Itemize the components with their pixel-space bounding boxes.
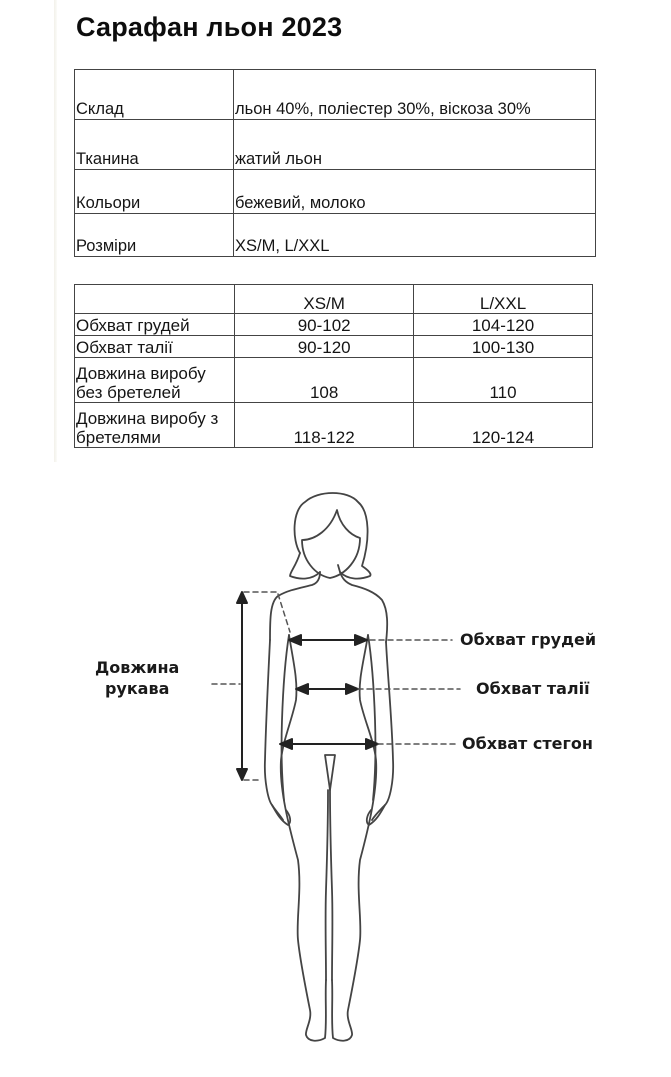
spec-label: Склад (75, 70, 234, 120)
page-edge-shadow (54, 0, 57, 462)
specs-row-composition (75, 70, 596, 120)
table-row (75, 358, 593, 403)
hips-label: Обхват стегон (462, 734, 593, 753)
header-cell-l-xxl: L/XXL (414, 285, 593, 314)
table-row (75, 336, 593, 358)
specs-row-fabric (75, 120, 596, 170)
specs-row-sizes (75, 214, 596, 257)
cell-value: 120-124 (414, 403, 593, 448)
product-title: Сарафан льон 2023 (76, 12, 343, 42)
sleeve-length-label (95, 657, 179, 699)
cell-value: 100-130 (414, 336, 593, 358)
header-cell-xs-m: XS/M (235, 285, 414, 314)
row-label: Довжина виробу з бретелями (75, 403, 235, 448)
spec-label: Розміри (75, 214, 234, 257)
size-table-header (75, 285, 593, 314)
spec-label: Кольори (75, 170, 234, 214)
specs-table (74, 69, 596, 257)
sleeve-label-line2: рукава (104, 679, 170, 698)
chest-label: Обхват грудей (460, 630, 597, 649)
cell-value: 110 (414, 358, 593, 403)
cell-value: 108 (235, 358, 414, 403)
sleeve-label-line1: Довжина (95, 658, 180, 677)
spec-label: Тканина (75, 120, 234, 170)
row-label: Обхват грудей (75, 314, 235, 336)
spec-value: льон 40%, поліестер 30%, віскоза 30% (234, 70, 596, 120)
specs-row-colors (75, 170, 596, 214)
cell-value: 118-122 (235, 403, 414, 448)
spec-value: XS/M, L/XXL (234, 214, 596, 257)
cell-value: 90-120 (235, 336, 414, 358)
waist-label: Обхват талії (476, 679, 590, 698)
cell-value: 90-102 (235, 314, 414, 336)
spec-value: бежевий, молоко (234, 170, 596, 214)
body-silhouette-icon (0, 470, 671, 1070)
header-cell (75, 285, 235, 314)
row-label: Обхват талії (75, 336, 235, 358)
row-label: Довжина виробу без бретелей (75, 358, 235, 403)
size-table (74, 284, 593, 448)
measurement-figure (0, 470, 671, 1070)
cell-value: 104-120 (414, 314, 593, 336)
table-row (75, 403, 593, 448)
spec-value: жатий льон (234, 120, 596, 170)
table-row (75, 314, 593, 336)
